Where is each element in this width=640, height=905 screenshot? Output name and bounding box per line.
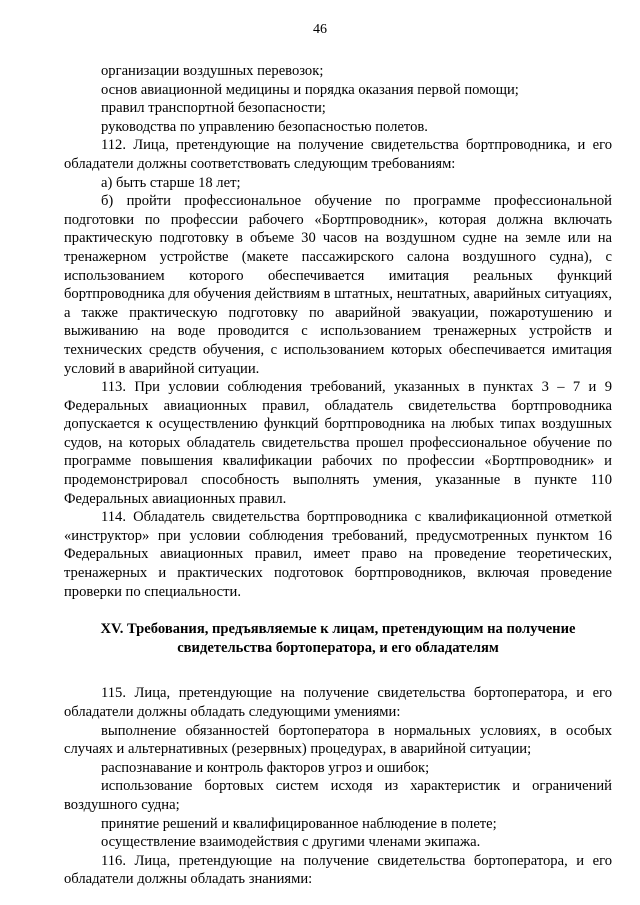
paragraph-116: 116. Лица, претендующие на получение свидетельства бортоператора, и его обладатели должны обладать знаниями: (64, 852, 612, 888)
list-item: организации воздушных перевозок; (101, 63, 324, 79)
paragraph-115: 115. Лица, претендующие на получение свидетельства бортоператора, и его обладатели должны обладать следующими умениями: (64, 685, 612, 720)
section-heading-line-1: XV. Требования, предъявляемые к лицам, претендующим на получение (100, 621, 576, 638)
section-heading (64, 620, 612, 657)
list-item: правил транспортной безопасности; (101, 100, 326, 117)
section-heading-line-2: свидетельства бортоператора, и его обладателям (177, 639, 499, 656)
list-item: принятие решений и квалифицированное наблюдение в полете; (101, 815, 497, 832)
paragraph-112-b: б) пройти профессиональное обучение по программе профессиональной подготовки по профессии рабочего «Бортпроводник», которая должна включать практическую подготовку в объеме 30 часов на воздушном судне на земле или на тренажерном устройстве (макете пассажирского салона воздушного судна), с использованием которого обеспечивается имитация реальных функций бортпроводника для обучения действиям в штатных, нештатных, аварийных ситуациях, а также практическую подготовку по аварийной эвакуации, пожаротушению и выживанию на воде проводится с использованием тренажерных устройств и технических средств обучения, с использованием которых обеспечивается имитация условий в аварийной ситуации. (64, 193, 612, 377)
list-item: осуществление взаимодействия с другими членами экипажа. (101, 834, 481, 851)
list-item: основ авиационной медицины и порядка оказания первой помощи; (101, 81, 519, 98)
list-item: выполнение обязанностей бортоператора в нормальных условиях, в особых случаях и альтернативных (резервных) процедурах, в аварийной ситуации; (64, 722, 612, 758)
paragraph-113: 113. При условии соблюдения требований, указанных в пунктах 3 – 7 и 9 Федеральных авиационных правил, обладатель свидетельства бортпроводника допускается к осуществлению функций бортпроводника на любых типах воздушных судов, на которых обладатель свидетельства прошел профессиональное обучение по программе повышения квалификации рабочих по профессии «Бортпроводник» и продемонстрировал способность выполнять умения, указанные в пункте 110 Федеральных авиационных правил. (64, 379, 612, 507)
list-item: распознавание и контроль факторов угроз и ошибок; (101, 759, 430, 776)
list-item: использование бортовых систем исходя из характеристик и ограничений воздушного судна; (64, 778, 612, 813)
page-number: 46 (313, 22, 327, 37)
paragraph-114: 114. Обладатель свидетельства бортпроводника с квалификационной отметкой «инструктор» при условии соблюдения требований, предусмотренных пунктом 16 Федеральных авиационных правил, имеет право на проведение теоретических, тренажерных и практических подготовок бортпроводников, включая проведение проверки по специальности. (64, 509, 612, 600)
list-item: руководства по управлению безопасностью полетов. (101, 118, 428, 135)
paragraph-112-a: а) быть старше 18 лет; (101, 174, 241, 191)
paragraph-112: 112. Лица, претендующие на получение свидетельства бортпроводника, и его обладатели должны соответствовать следующим требованиям: (64, 137, 612, 172)
document-body (64, 62, 612, 889)
